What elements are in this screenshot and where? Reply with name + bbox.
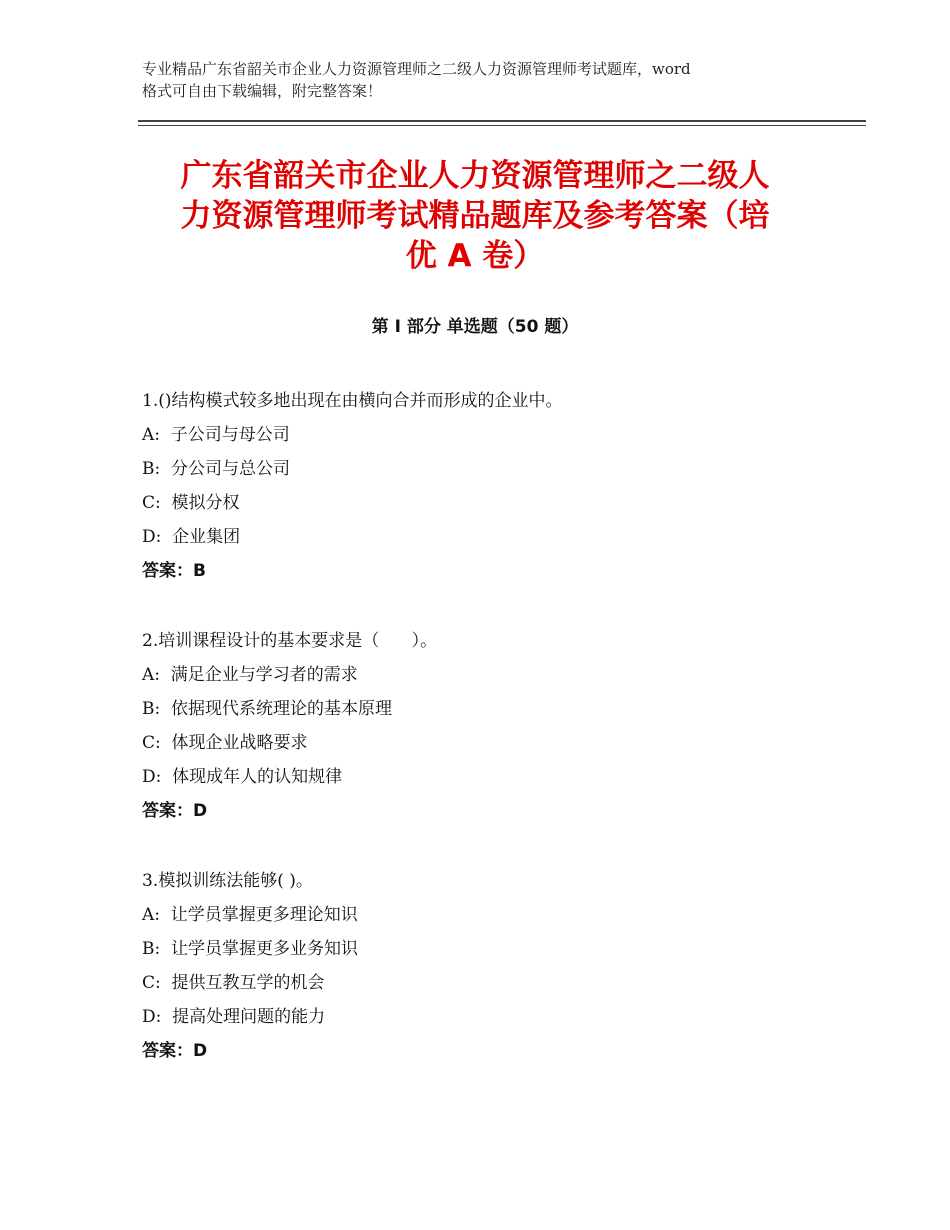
option-c: C: 模拟分权: [142, 493, 240, 513]
question-stem: 3.模拟训练法能够( )。: [142, 871, 313, 891]
header-note-line: 专业精品广东省韶关市企业人力资源管理师之二级人力资源管理师考试题库，word: [142, 60, 691, 78]
section-title: 第 I 部分 单选题（50 题）: [371, 317, 579, 337]
document-title-line: 力资源管理师考试精品题库及参考答案（培: [180, 198, 770, 234]
header-note: [142, 58, 832, 102]
option-c: C: 体现企业战略要求: [142, 733, 308, 753]
header-divider: [138, 120, 866, 122]
option-a: A: 子公司与母公司: [142, 425, 290, 445]
question-list: [142, 384, 842, 1104]
question-stem: 2.培训课程设计的基本要求是（ ）。: [142, 631, 438, 651]
question-item: [142, 624, 842, 828]
option-d: D: 体现成年人的认知规律: [142, 767, 343, 787]
document-title-line: 优 A 卷）: [405, 238, 545, 274]
option-a: A: 满足企业与学习者的需求: [142, 665, 358, 685]
option-b: B: 让学员掌握更多业务知识: [142, 939, 359, 959]
header-divider-thin: [138, 125, 866, 126]
question-item: [142, 864, 842, 1068]
answer-line: 答案：D: [142, 1041, 208, 1061]
question-item: [142, 384, 842, 588]
answer-line: 答案：B: [142, 561, 206, 581]
question-stem: 1.()结构模式较多地出现在由横向合并而形成的企业中。: [142, 391, 563, 411]
document-title: [140, 156, 810, 276]
option-d: D: 提高处理问题的能力: [142, 1007, 326, 1027]
option-b: B: 依据现代系统理论的基本原理: [142, 699, 393, 719]
answer-line: 答案：D: [142, 801, 208, 821]
option-a: A: 让学员掌握更多理论知识: [142, 905, 358, 925]
option-c: C: 提供互教互学的机会: [142, 973, 325, 993]
option-b: B: 分公司与总公司: [142, 459, 291, 479]
header-note-line: 格式可自由下载编辑，附完整答案！: [142, 82, 383, 100]
option-d: D: 企业集团: [142, 527, 241, 547]
document-title-line: 广东省韶关市企业人力资源管理师之二级人: [180, 158, 770, 194]
